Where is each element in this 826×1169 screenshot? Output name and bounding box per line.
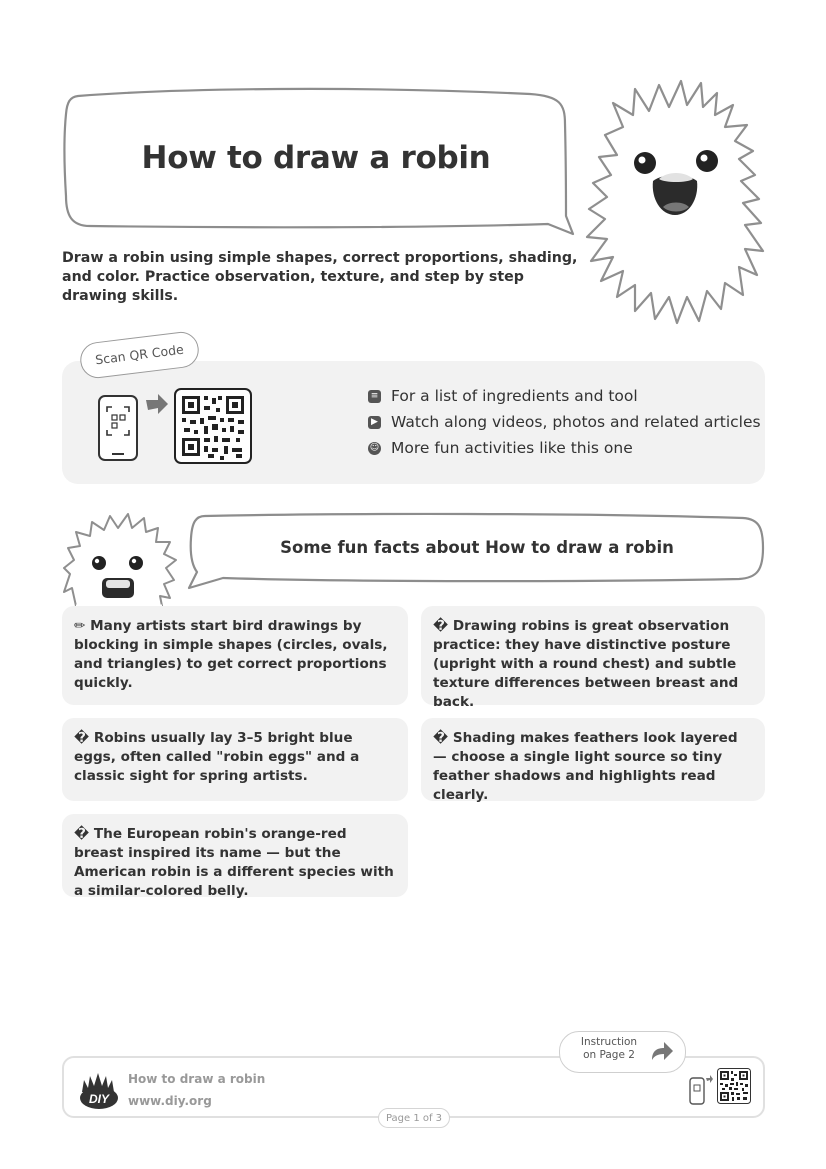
arrow-right-icon — [650, 1040, 674, 1062]
play-icon: ▶ — [368, 416, 381, 429]
svg-text:DIY: DIY — [88, 1092, 110, 1106]
fact-card: � The European robin's orange-red breast inspired its name — but the American robin is a different species with a similar-colored belly. — [62, 814, 408, 897]
scan-qr-tag: Scan QR Code — [78, 330, 201, 380]
phone-scan-icon — [688, 1072, 714, 1106]
instruction-label: Instruction on Page 2 — [580, 1036, 638, 1061]
fact-card: � Shading makes feathers look layered — choose a single light source so tiny feather shadows and highlights read clearly. — [421, 718, 765, 801]
fact-card: � Drawing robins is great observation practice: they have distinctive posture (upright with a round chest) and subtle texture differences between breast and back. — [421, 606, 765, 705]
mascot-small-icon — [62, 508, 180, 608]
footer-qr-code[interactable] — [717, 1068, 751, 1104]
qr-item-videos: ▶ Watch along videos, photos and related articles — [368, 413, 761, 431]
qr-item-activities: ☺ More fun activities like this one — [369, 439, 633, 457]
list-icon: ≡ — [368, 390, 381, 403]
facts-title: Some fun facts about How to draw a robin — [280, 538, 674, 557]
footer-url[interactable]: www.diy.org — [128, 1094, 212, 1108]
qr-item-ingredients: ≡ For a list of ingredients and tool — [368, 387, 638, 405]
mascot-icon — [583, 75, 769, 325]
smiley-icon: ☺ — [369, 442, 380, 453]
page-number: Page 1 of 3 — [378, 1108, 450, 1128]
fact-card: � Robins usually lay 3–5 bright blue eggs, often called "robin eggs" and a classic sight for spring artists. — [62, 718, 408, 801]
intro-text: Draw a robin using simple shapes, correct proportions, shading, and color. Practice observation, texture, and step by step drawing skills. — [62, 250, 578, 304]
page-title: How to draw a robin — [141, 140, 491, 176]
footer-title: How to draw a robin — [128, 1072, 266, 1086]
diy-logo — [78, 1070, 120, 1110]
qr-code[interactable] — [174, 388, 252, 464]
fact-card: ✏ Many artists start bird drawings by blocking in simple shapes (circles, ovals, and triangles) to get correct proportions quickly. — [62, 606, 408, 705]
